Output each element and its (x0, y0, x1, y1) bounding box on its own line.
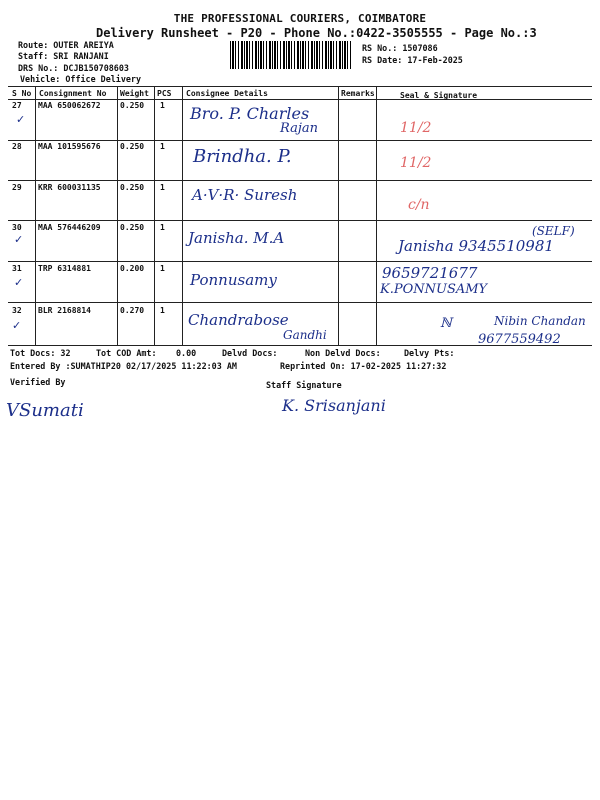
company-name: THE PROFESSIONAL COURIERS, COIMBATORE (173, 12, 427, 25)
runsheet-title: Delivery Runsheet - P20 - Phone No.:0422-3505555 - Page No.:3 (96, 26, 537, 40)
verified-by-label: Verified By (10, 377, 66, 387)
route-label: Route: OUTER AREIYA (18, 40, 114, 50)
row-sno: 30 (12, 223, 22, 232)
delivery-points: Delvy Pts: (404, 348, 455, 358)
row-sno: 31 (12, 264, 22, 273)
row-seal: c/n (408, 197, 430, 213)
row-consignee: Bro. P. Charles (190, 104, 310, 123)
row-consignee: Ponnusamy (190, 271, 277, 289)
row-seal-line2: (SELF) (532, 224, 575, 238)
col-weight: Weight (120, 89, 149, 98)
row-consignment: KRR 600031135 (38, 183, 101, 192)
row-seal-line2: 9677559492 (478, 332, 561, 347)
entered-by: Entered By :SUMATHIP20 02/17/2025 11:22:03 AM (10, 361, 237, 371)
row-weight: 0.270 (120, 306, 145, 315)
row-sno: 32 (12, 306, 22, 315)
rs-date: RS Date: 17-Feb-2025 (362, 55, 463, 65)
row-consignment: MAA 101595676 (38, 142, 101, 151)
col-consignee: Consignee Details (186, 89, 268, 98)
row-pcs: 1 (160, 101, 165, 110)
staff-label: Staff: SRI RANJANI (18, 51, 109, 61)
tick-mark-icon: ✓ (16, 113, 26, 126)
barcode-image (230, 41, 352, 69)
staff-signature-label: Staff Signature (266, 380, 342, 390)
vehicle-label: Vehicle: Office Delivery (20, 74, 142, 84)
drs-label: DRS No.: DCJB150708603 (18, 63, 129, 73)
reprinted-on: Reprinted On: 17-02-2025 11:27:32 (280, 361, 447, 371)
row-consignee: A·V·R· Suresh (192, 186, 298, 204)
row-consignment: MAA 576446209 (38, 223, 101, 232)
col-consignment: Consignment No (39, 89, 107, 98)
staff-signature: K. Srisanjani (282, 396, 386, 415)
row-sno: 27 (12, 101, 22, 110)
tick-mark-icon: ✓ (14, 233, 24, 246)
row-weight: 0.250 (120, 223, 145, 232)
row-weight: 0.250 (120, 183, 145, 192)
row-consignee-line2: Rajan (280, 121, 318, 136)
row-pcs: 1 (160, 306, 165, 315)
row-consignee: Brindha. P. (193, 146, 292, 167)
row-seal-line2: K.PONNUSAMY (380, 282, 488, 297)
row-consignment: BLR 2168814 (38, 306, 91, 315)
row-consignee: Janisha. M.A (188, 229, 285, 247)
row-weight: 0.200 (120, 264, 145, 273)
row-seal: 11/2 (400, 155, 432, 171)
row-seal: Nibin Chandan (494, 314, 586, 328)
non-delivered-docs: Non Delvd Docs: (305, 348, 381, 358)
delivered-docs: Delvd Docs: (222, 348, 278, 358)
rs-number: RS No.: 1507086 (362, 43, 438, 53)
row-seal: Janisha 9345510981 (398, 237, 554, 255)
tick-mark-icon: ✓ (12, 319, 22, 332)
row-consignment: MAA 650062672 (38, 101, 101, 110)
total-cod-value: 0.00 (176, 348, 197, 358)
row-weight: 0.250 (120, 101, 145, 110)
row-seal: 9659721677 (382, 264, 478, 282)
row-consignment: TRP 6314881 (38, 264, 91, 273)
row-consignee: Chandrabose (188, 311, 289, 329)
row-weight: 0.250 (120, 142, 145, 151)
col-pcs: PCS (157, 89, 172, 98)
row-seal: 11/2 (400, 120, 432, 136)
col-remarks: Remarks (341, 89, 375, 98)
row-sno: 28 (12, 142, 22, 151)
total-cod-label: Tot COD Amt: (96, 348, 157, 358)
row-pcs: 1 (160, 264, 165, 273)
tick-mark-icon: ✓ (14, 276, 24, 289)
total-docs: Tot Docs: 32 (10, 348, 71, 358)
row-sno: 29 (12, 183, 22, 192)
row-pcs: 1 (160, 142, 165, 151)
signature-mark-icon: ℕ (440, 316, 452, 331)
col-sno: S No (12, 89, 32, 98)
col-seal-signature: Seal & Signature (400, 91, 478, 100)
row-pcs: 1 (160, 183, 165, 192)
verified-signature: VSumati (6, 400, 84, 421)
row-pcs: 1 (160, 223, 165, 232)
row-consignee-line2: Gandhi (283, 328, 327, 342)
